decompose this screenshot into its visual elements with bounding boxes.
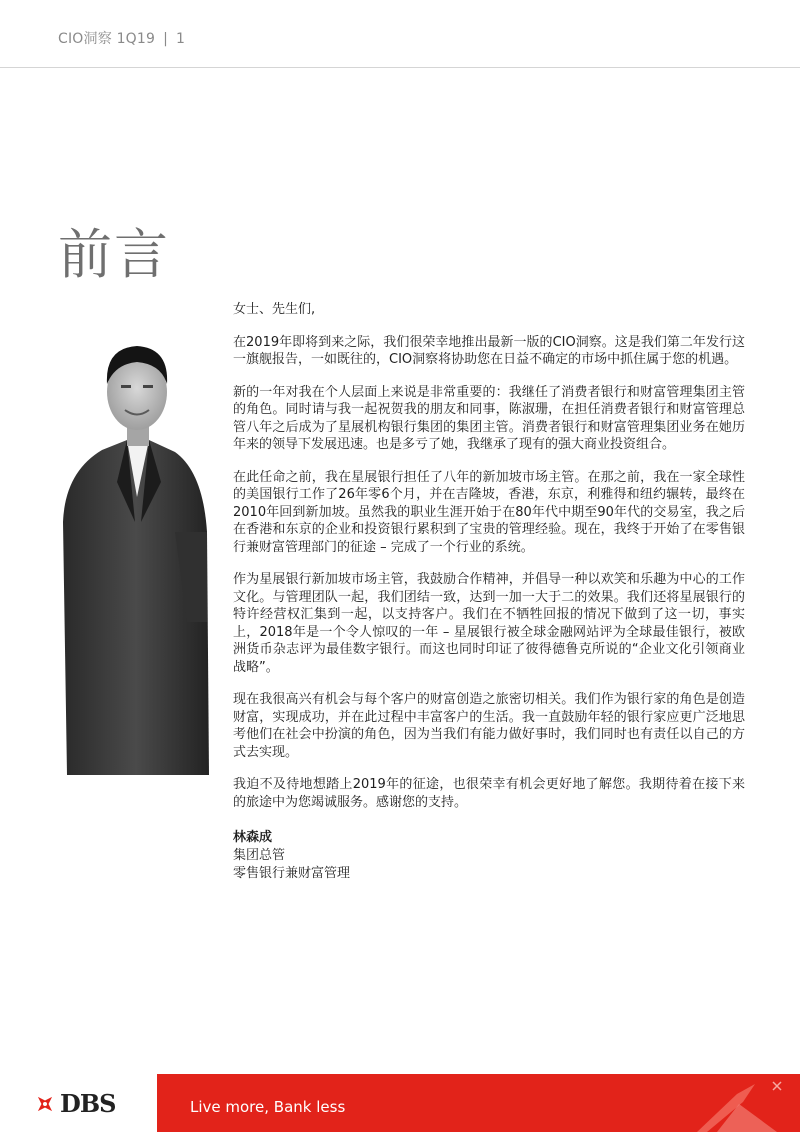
- dbs-star-icon: [34, 1093, 56, 1115]
- greeting: 女士、先生们,: [233, 302, 316, 317]
- page-title: 前言: [58, 223, 170, 287]
- page-number: 1: [176, 31, 186, 47]
- paragraph: 新的一年对我在个人层面上来说是非常重要的：我继任了消费者银行和财富管理集团主管的角色。同时请与我一起祝贺我的朋友和同事，陈淑珊，在担任消费者银行和财富管理总管八年之后成为了星展机构银行集团的集团主管。消费者银行和财富管理集团业务在她历年来的领导下发展迅速。也是多亏了她，我继承了现有的强大商业投资组合。: [233, 384, 745, 452]
- paragraph: 在2019年即将到来之际，我们很荣幸地推出最新一版的CIO洞察。这是我们第二年发行这一旗舰报告，一如既往的，CIO洞察将协助您在日益不确定的市场中抓住属于您的机遇。: [233, 334, 745, 367]
- decorative-cross-icon: [677, 1074, 800, 1132]
- signatory-department: 零售银行兼财富管理: [233, 866, 351, 881]
- running-header: [58, 28, 185, 48]
- header-divider: [0, 67, 800, 68]
- logo-text: DBS: [60, 1089, 116, 1118]
- portrait-photo: [57, 322, 213, 775]
- paragraph: 现在我很高兴有机会与每个客户的财富创造之旅密切相关。我们作为银行家的角色是创造财富，实现成功，并在此过程中丰富客户的生活。我一直鼓励年轻的银行家应更广泛地思考他们在社会中扮演的角色，因为当我们有能力做好事时，我们同时也有责任以自己的方式去实现。: [233, 692, 745, 760]
- signature-block: [233, 829, 745, 883]
- header-separator: |: [163, 31, 169, 47]
- paragraph: 作为星展银行新加坡市场主管，我鼓励合作精神，并倡导一种以欢笑和乐趣为中心的工作文化。与管理团队一起，我们团结一致，达到一加一大于二的效果。我们还将星展银行的特许经营权汇集到一起，以支持客户。我们在不牺牲回报的情况下做到了这一切，事实上，2018年是一个令人惊叹的一年 – 星展银行被全球金融网站评为全球最佳银行，被欧洲货币杂志评为最佳数字银行。而这也同时印证了彼得德鲁克所说的“企业文化引领商业战略”。: [233, 572, 745, 675]
- signatory-name: 林森成: [233, 830, 273, 845]
- paragraph: 在此任命之前，我在星展银行担任了八年的新加坡市场主管。在那之前，我在一家全球性的美国银行工作了26年零6个月，并在吉隆坡，香港，东京，利雅得和纽约辗转，最终在2010年回到新加坡。虽然我的职业生涯开始于在80年代中期至90年代的交易室，我之后在香港和东京的企业和投资银行累积到了宝贵的管理经验。现在，我终于开始了在零售银行兼财富管理部门的征途 – 完成了一个行业的系统。: [233, 469, 745, 555]
- tagline-panel: [157, 1074, 800, 1132]
- letter-body: [233, 301, 745, 883]
- footer-bar: [0, 1074, 800, 1132]
- paragraph: 我迫不及待地想踏上2019年的征途，也很荣幸有机会更好地了解您。我期待着在接下来的旅途中为您竭诚服务。感谢您的支持。: [233, 777, 745, 810]
- report-title: CIO洞察 1Q19: [58, 31, 156, 47]
- dbs-logo: [34, 1089, 115, 1118]
- signatory-title: 集团总管: [233, 848, 286, 863]
- tagline: Live more, Bank less: [190, 1098, 346, 1116]
